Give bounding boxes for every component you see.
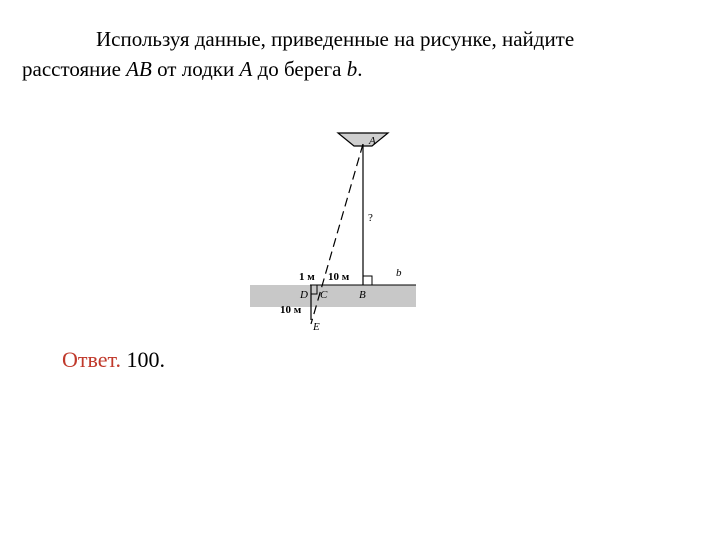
label-c: C: [320, 289, 328, 301]
answer-value: 100.: [126, 347, 165, 372]
right-angle-marker: [363, 276, 372, 285]
label-b-shore: b: [396, 267, 402, 279]
figure-svg: [240, 120, 430, 340]
answer-label: Ответ.: [62, 347, 121, 372]
segment-ab: AB: [126, 57, 152, 81]
problem-text: [22, 24, 702, 84]
geometry-figure: [240, 120, 430, 340]
label-b-point: B: [359, 289, 366, 301]
point-a: A: [239, 57, 253, 81]
label-a: A: [369, 135, 376, 147]
label-dc-length: 1 м: [299, 271, 315, 283]
label-de-length: 10 м: [280, 304, 302, 316]
label-cb-length: 10 м: [328, 271, 350, 283]
label-d: D: [300, 289, 308, 301]
answer: [62, 347, 165, 373]
problem-line-1: Используя данные, приведенные на рисунке, найдите: [96, 27, 575, 51]
label-question: ?: [368, 212, 373, 224]
problem-line-2: расстояние AB от лодки A до берега b.: [22, 57, 363, 81]
label-e: E: [313, 321, 320, 333]
shore-band: [250, 285, 416, 307]
shore-b: b: [346, 57, 358, 81]
